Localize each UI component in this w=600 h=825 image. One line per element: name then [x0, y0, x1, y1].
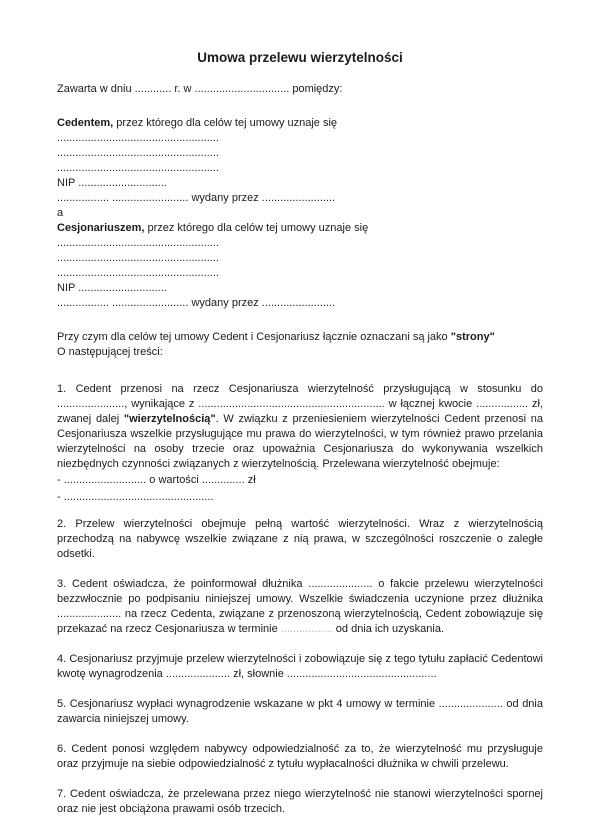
cedent-id-document-line: ................. ......................... wydany przez ........................ [57, 192, 336, 204]
text-segment: 6. Cedent ponosi względem nabywcy odpowiedzialność za to, że wierzytelność mu przysługuje oraz przyjmuje na siebie odpowiedzialność z tytułu wypłacalności dłużnika w chwili przelewu. [57, 743, 543, 770]
cedent-fill-in-line: ..................................................... [57, 132, 219, 144]
bold-term: "strony" [450, 331, 495, 343]
cesjonariusz-id-document-line: ................. ......................... wydany przez ........................ [57, 297, 336, 309]
cedent-fill-in-line: ..................................................... [57, 147, 219, 159]
cesjonariusz-nip-line: NIP ............................. [57, 282, 167, 294]
intro-line: Zawarta w dniu ............ r. w ............................... pomiędzy: [57, 83, 343, 95]
parties-connector: a [57, 207, 64, 219]
clause-1-item-2: - ................................................. [57, 490, 214, 503]
document-title: Umowa przelewu wierzytelności [197, 50, 403, 65]
preamble-section [57, 330, 543, 360]
clause-1 [57, 382, 543, 505]
clause-7 [57, 787, 543, 817]
text-segment: Przy czym dla celów tej umowy Cedent i Cesjonariusz łącznie oznaczani są jako [57, 331, 451, 343]
highlighted-fill-in-field: ................. [280, 623, 333, 635]
cedent-name: Cedentem, [57, 117, 114, 129]
cesjonariusz-heading-rest: przez którego dla celów tej umowy uznaje się [144, 222, 369, 234]
parties-section [57, 116, 543, 311]
clause-4 [57, 652, 543, 682]
text-segment: 5. Cesjonariusz wypłaci wynagrodzenie wskazane w pkt 4 umowy w terminie ..................... od dnia zawarcia niniejszej umowy. [57, 698, 543, 725]
cedent-nip-line: NIP ............................. [57, 177, 167, 189]
clause-2 [57, 517, 543, 562]
text-segment: 3. Cedent oświadcza, że poinformował dłużnika ..................... o fakcie przelewu wierzytelności bezzwłocznie po podpisaniu niniejszej umowy. Wszelkie świadczenia uczynione przez dłużnika ..................... na rzecz Cedenta, związane z przenoszoną wierzytelnością, Cedent zobowiązuje się przekazać na rzecz Cesjonariusza w terminie [57, 578, 543, 635]
text-segment: 2. Przelew wierzytelności obejmuje pełną wartość wierzytelności. Wraz z wierzytelnością przechodzą na nabywcę wszelkie związane z nią prawa, w szczególności roszczenie o zaległe odsetki. [57, 518, 543, 560]
cesjonariusz-name: Cesjonariuszem, [57, 222, 145, 234]
text-segment: 4. Cesjonariusz przyjmuje przelew wierzytelności i zobowiązuje się z tego tytułu zapłacić Cedentowi kwotę wynagrodzenia ..................... zł, słownie ................................................. [57, 653, 543, 680]
cedent-section [57, 116, 543, 206]
cedent-heading-rest: przez którego dla celów tej umowy uznaje się [113, 117, 338, 129]
clause-6 [57, 742, 543, 772]
cesjonariusz-fill-in-line: ..................................................... [57, 237, 219, 249]
cesjonariusz-fill-in-line: ..................................................... [57, 252, 219, 264]
preamble-strony-line [57, 330, 543, 345]
preamble-tresc-line: O następującej treści: [57, 346, 163, 358]
clause-1-text [57, 382, 543, 472]
cesjonariusz-fill-in-line: ..................................................... [57, 267, 219, 279]
cedent-heading [57, 116, 543, 131]
cesjonariusz-heading [57, 221, 543, 236]
cesjonariusz-section [57, 221, 543, 311]
bold-term: "wierzytelnością" [123, 413, 216, 425]
text-segment: . W związku z przeniesieniem wierzytelności Cedent przenosi na Cesjonariusza wszelkie przysługujące mu prawa do wierzytelności, w tym również prawo przelania wierzytelności na osoby trzecie oraz upoważnia Cesjonariusza do wykonywania wszelkich niezbędnych czynności związanych z wierzytelnością. Przelewana wierzytelność obejmuje: [57, 413, 543, 470]
text-segment: od dnia ich uzyskania. [332, 623, 445, 635]
cedent-fill-in-line: ..................................................... [57, 162, 219, 174]
text-segment: 7. Cedent oświadcza, że przelewana przez niego wierzytelność nie stanowi wierzytelności spornej oraz nie jest obciążona prawami osób trzecich. [57, 788, 543, 815]
text-segment: 1. Cedent przenosi na rzecz Cesjonariusza wierzytelność przysługującą w stosunku do ......................, wynikające z ............................................................. w łącznej kwocie ................. zł, zwanej dalej [57, 383, 543, 425]
clause-3 [57, 577, 543, 637]
clause-1-item-1: - ........................... o wartości .............. zł [57, 474, 256, 486]
clause-5 [57, 697, 543, 727]
